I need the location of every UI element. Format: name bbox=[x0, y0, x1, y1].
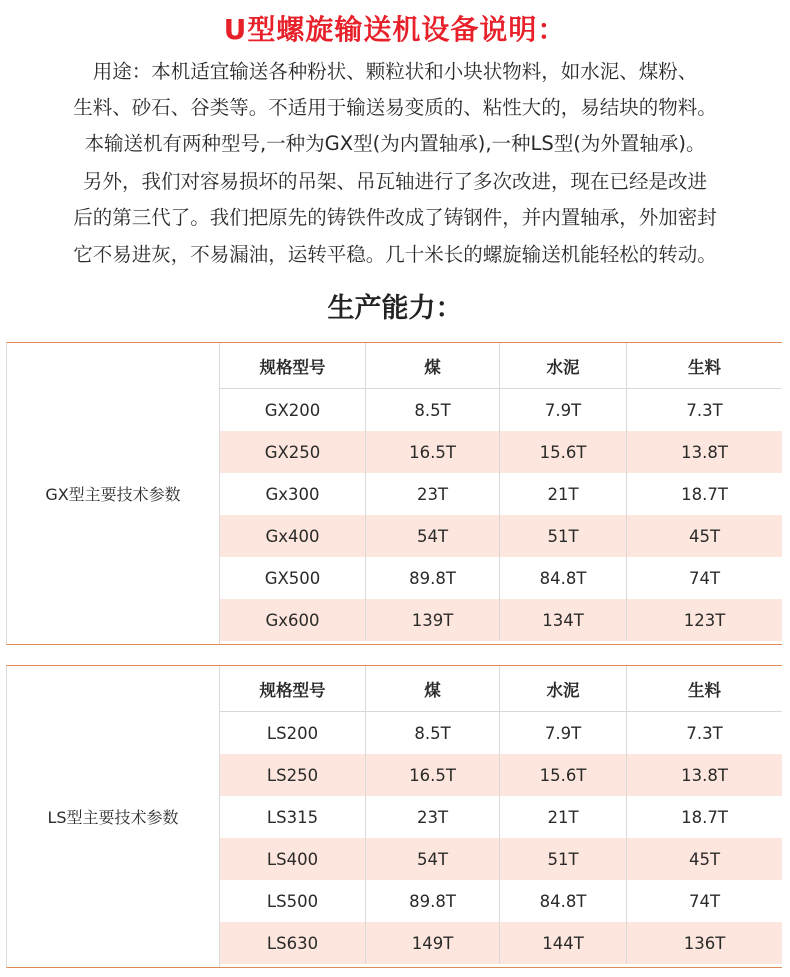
ls-spec-table bbox=[6, 665, 782, 968]
header-cell: 水泥 bbox=[500, 343, 627, 388]
table-cell: 15.6T bbox=[500, 754, 627, 796]
table-cell: 45T bbox=[688, 849, 721, 869]
table-cell: LS500 bbox=[220, 880, 366, 922]
table-cell: 84.8T bbox=[500, 880, 627, 922]
table-cell: 8.5T bbox=[366, 712, 500, 754]
table-cell: 7.9T bbox=[500, 712, 627, 754]
table-cell: Gx300 bbox=[220, 473, 366, 515]
table-cell: LS250 bbox=[220, 754, 366, 796]
table-row bbox=[220, 599, 782, 641]
table-cell: GX250 bbox=[220, 431, 366, 473]
table-cell: LS630 bbox=[220, 922, 366, 964]
table-cell: 18.7T bbox=[681, 807, 728, 827]
header-cell: 规格型号 bbox=[220, 343, 366, 388]
table-cell: Gx400 bbox=[220, 515, 366, 557]
table-cell: 74T bbox=[688, 891, 721, 911]
table-cell: 13.8T bbox=[681, 442, 728, 462]
description-line: 它不易进灰，不易漏油，运转平稳。几十米长的螺旋输送机能轻松的转动。 bbox=[73, 243, 717, 266]
table-cell: 7.3T bbox=[686, 400, 723, 420]
table-cell: 16.5T bbox=[366, 431, 500, 473]
table-cell: LS315 bbox=[220, 796, 366, 838]
table-row bbox=[220, 796, 782, 838]
table-label: GX型主要技术参数 bbox=[7, 343, 220, 644]
table-cell: 134T bbox=[500, 599, 627, 641]
table-cell: 54T bbox=[366, 838, 500, 880]
table-row bbox=[220, 880, 782, 922]
table-cell: Gx600 bbox=[220, 599, 366, 641]
description-line: 用途：本机适宜输送各种粉状、颗粒状和小块状物料，如水泥、煤粉、 bbox=[92, 60, 698, 83]
table-cell: LS400 bbox=[220, 838, 366, 880]
header-cell: 煤 bbox=[366, 343, 500, 388]
gx-spec-table bbox=[6, 342, 782, 645]
table-row bbox=[220, 922, 782, 964]
table-cell: GX200 bbox=[220, 389, 366, 431]
header-cell: 煤 bbox=[366, 666, 500, 711]
description-line: 后的第三代了。我们把原先的铸铁件改成了铸钢件，并内置轴承，外加密封 bbox=[73, 206, 717, 229]
table-grid bbox=[220, 666, 782, 964]
section-subtitle: 生产能力： bbox=[327, 293, 463, 324]
header-cell: 生料 bbox=[688, 357, 721, 377]
table-grid bbox=[220, 343, 782, 641]
table-header-row bbox=[220, 666, 782, 712]
header-cell: 规格型号 bbox=[220, 666, 366, 711]
table-cell: 13.8T bbox=[681, 765, 728, 785]
table-cell: 8.5T bbox=[366, 389, 500, 431]
table-label: LS型主要技术参数 bbox=[7, 666, 220, 967]
table-cell: 136T bbox=[683, 933, 726, 953]
table-cell: 16.5T bbox=[366, 754, 500, 796]
table-cell: 7.9T bbox=[500, 389, 627, 431]
table-cell: 45T bbox=[688, 526, 721, 546]
table-cell: 21T bbox=[500, 473, 627, 515]
table-cell: 18.7T bbox=[681, 484, 728, 504]
description-line: 本输送机有两种型号,一种为GX型(为内置轴承),一种LS型(为外置轴承)。 bbox=[84, 132, 706, 155]
table-cell: 23T bbox=[366, 473, 500, 515]
description-line: 生料、砂石、谷类等。不适用于输送易变质的、粘性大的，易结块的物料。 bbox=[73, 96, 717, 119]
table-cell: 149T bbox=[366, 922, 500, 964]
table-cell: 89.8T bbox=[366, 880, 500, 922]
table-cell: 139T bbox=[366, 599, 500, 641]
header-cell: 水泥 bbox=[500, 666, 627, 711]
table-header-row bbox=[220, 343, 782, 389]
table-row bbox=[220, 389, 782, 431]
table-cell: 123T bbox=[683, 610, 726, 630]
table-row bbox=[220, 515, 782, 557]
table-cell: GX500 bbox=[220, 557, 366, 599]
table-cell: 74T bbox=[688, 568, 721, 588]
table-cell: 23T bbox=[366, 796, 500, 838]
table-cell: 54T bbox=[366, 515, 500, 557]
table-row bbox=[220, 838, 782, 880]
table-cell: 51T bbox=[500, 515, 627, 557]
table-cell: 51T bbox=[500, 838, 627, 880]
page-title: U型螺旋输送机设备说明： bbox=[223, 13, 567, 46]
table-row bbox=[220, 754, 782, 796]
table-cell: 144T bbox=[500, 922, 627, 964]
table-row bbox=[220, 557, 782, 599]
table-row bbox=[220, 712, 782, 754]
table-row bbox=[220, 431, 782, 473]
table-cell: LS200 bbox=[220, 712, 366, 754]
table-cell: 21T bbox=[500, 796, 627, 838]
description-line: 另外，我们对容易损坏的吊架、吊瓦轴进行了多次改进，现在已经是改进 bbox=[82, 170, 707, 193]
header-cell: 生料 bbox=[688, 680, 721, 700]
table-cell: 84.8T bbox=[500, 557, 627, 599]
table-cell: 15.6T bbox=[500, 431, 627, 473]
table-row bbox=[220, 473, 782, 515]
table-cell: 89.8T bbox=[366, 557, 500, 599]
table-cell: 7.3T bbox=[686, 723, 723, 743]
